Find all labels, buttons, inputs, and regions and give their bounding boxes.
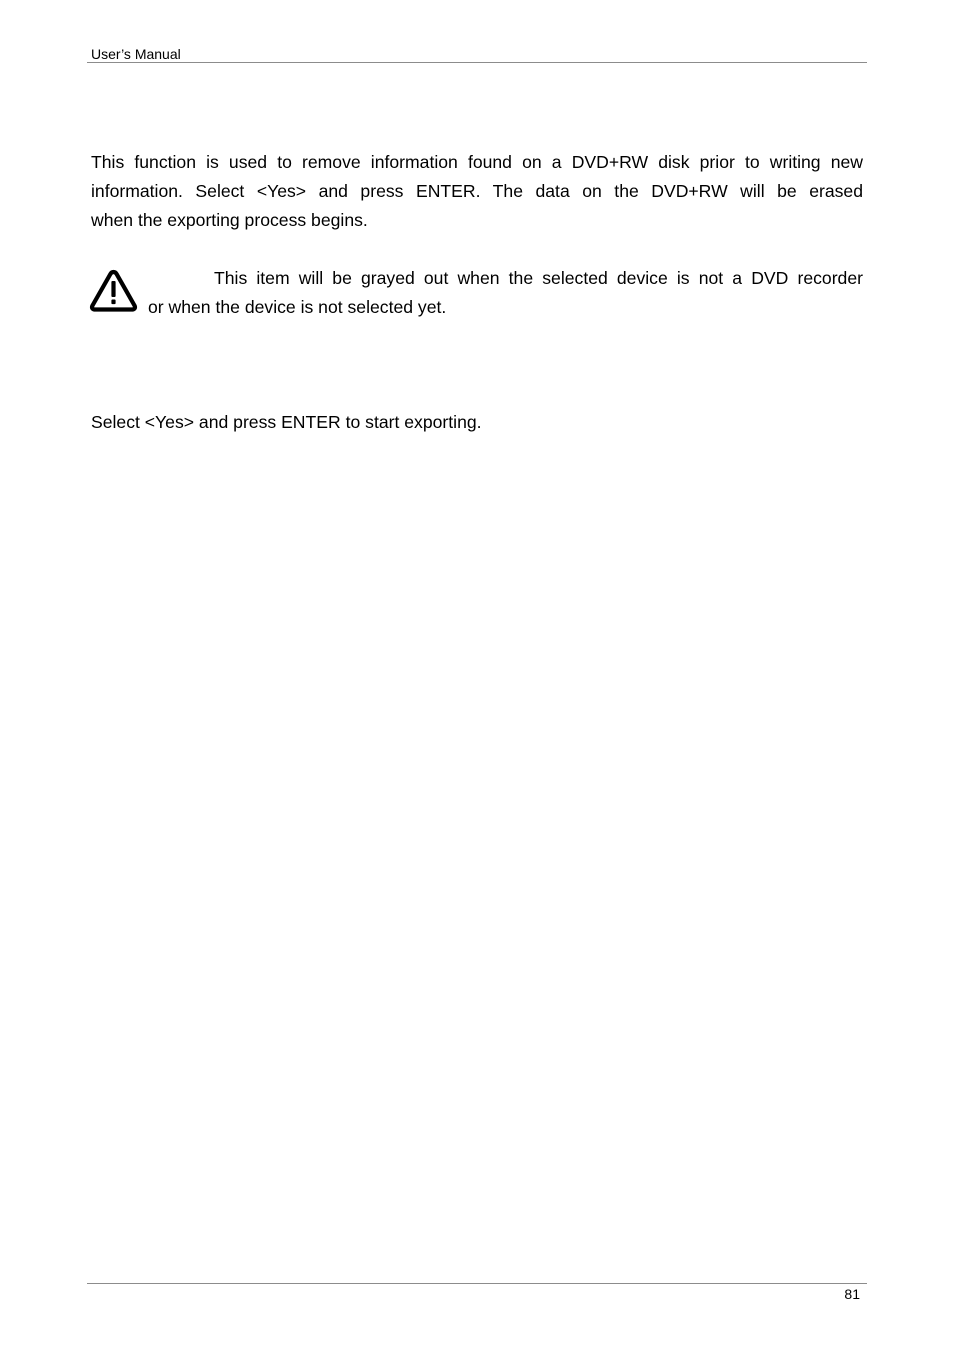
start-export-paragraph <box>91 408 863 437</box>
erase-description-line-3: when the exporting process begins. <box>91 210 368 230</box>
footer-divider <box>87 1283 867 1284</box>
warning-triangle-icon <box>89 268 138 314</box>
erase-description-line-2: information. Select <Yes> and press ENTER. The data on the DVD+RW will be erased <box>91 181 863 201</box>
start-export-text: Select <Yes> and press ENTER to start exporting. <box>91 412 482 432</box>
note-line-1: This item will be grayed out when the selected device is not a DVD recorder <box>214 268 863 288</box>
erase-description-paragraph <box>91 148 863 235</box>
note-text <box>148 264 863 322</box>
note-line-2: or when the device is not selected yet. <box>148 297 447 317</box>
header-divider <box>87 62 867 63</box>
erase-description-line-1: This function is used to remove information found on a DVD+RW disk prior to writing new <box>91 152 863 172</box>
running-header: User’s Manual <box>91 46 181 62</box>
page-number: 81 <box>844 1286 860 1302</box>
